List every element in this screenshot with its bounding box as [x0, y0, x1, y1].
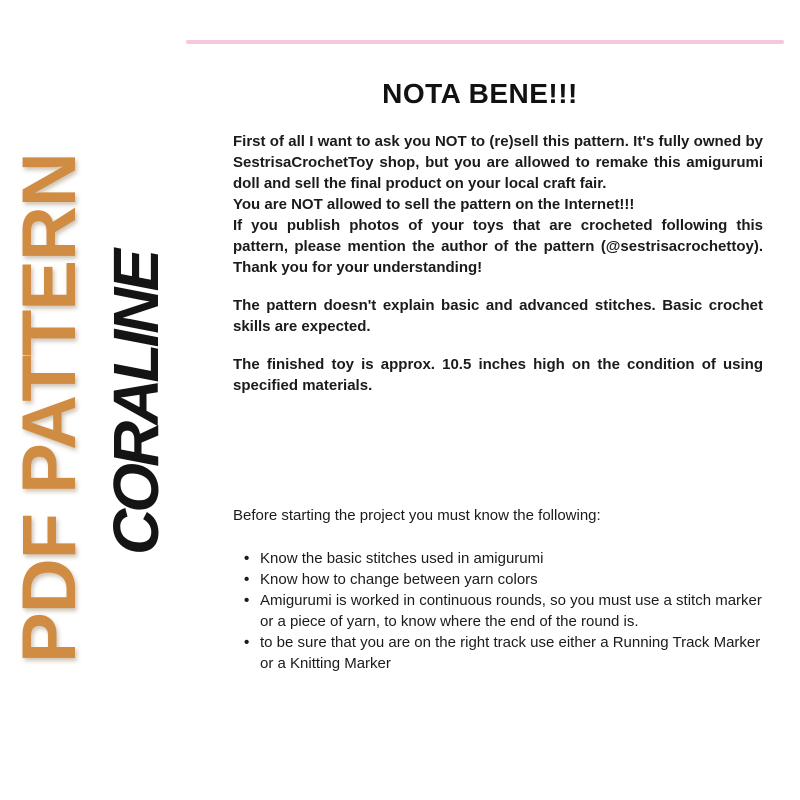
bullet-icon: • [244, 592, 250, 609]
paragraph-toy-size: The finished toy is approx. 10.5 inches high on the condition of using specified materials. [233, 356, 763, 394]
bullet-icon: • [244, 550, 250, 567]
notice-paragraphs [233, 131, 763, 396]
side-label-pdf-pattern: PDF PATTERN [7, 153, 92, 663]
pink-divider-line [186, 40, 784, 44]
list-item [233, 548, 763, 569]
list-item-text: Know the basic stitches used in amigurumi [260, 550, 544, 567]
paragraph-skills-note: The pattern doesn't explain basic and advanced stitches. Basic crochet skills are expected. [233, 297, 763, 335]
list-item [233, 590, 763, 632]
prerequisites-list [233, 548, 763, 674]
paragraph-credit-request: If you publish photos of your toys that are crocheted following this pattern, please mention the author of the pattern (@sestrisacrochettoy). Thank you for your understanding! [233, 217, 763, 276]
list-item-text: to be sure that you are on the right track use either a Running Track Marker or a Knitting Marker [260, 634, 761, 672]
bullet-icon: • [244, 571, 250, 588]
list-item-text: Know how to change between yarn colors [260, 571, 538, 588]
prerequisites-intro: Before starting the project you must know the following: [233, 507, 601, 524]
prerequisites-section [233, 505, 763, 674]
list-item [233, 632, 763, 674]
paragraph-resell-notice: First of all I want to ask you NOT to (re)sell this pattern. It's fully owned by SestrisaCrochetToy shop, but you are allowed to remake this amigurumi doll and sell the final product on your local craft fair. [233, 133, 763, 192]
bullet-icon: • [244, 634, 250, 651]
list-item-text: Amigurumi is worked in continuous rounds, so you must use a stitch marker or a piece of yarn, to know where the end of the round is. [260, 592, 762, 630]
page-title: NOTA BENE!!! [382, 78, 578, 109]
list-item [233, 569, 763, 590]
side-label-coraline: CORALINE [100, 252, 172, 555]
paragraph-internet-warning: You are NOT allowed to sell the pattern on the Internet!!! [233, 196, 635, 213]
